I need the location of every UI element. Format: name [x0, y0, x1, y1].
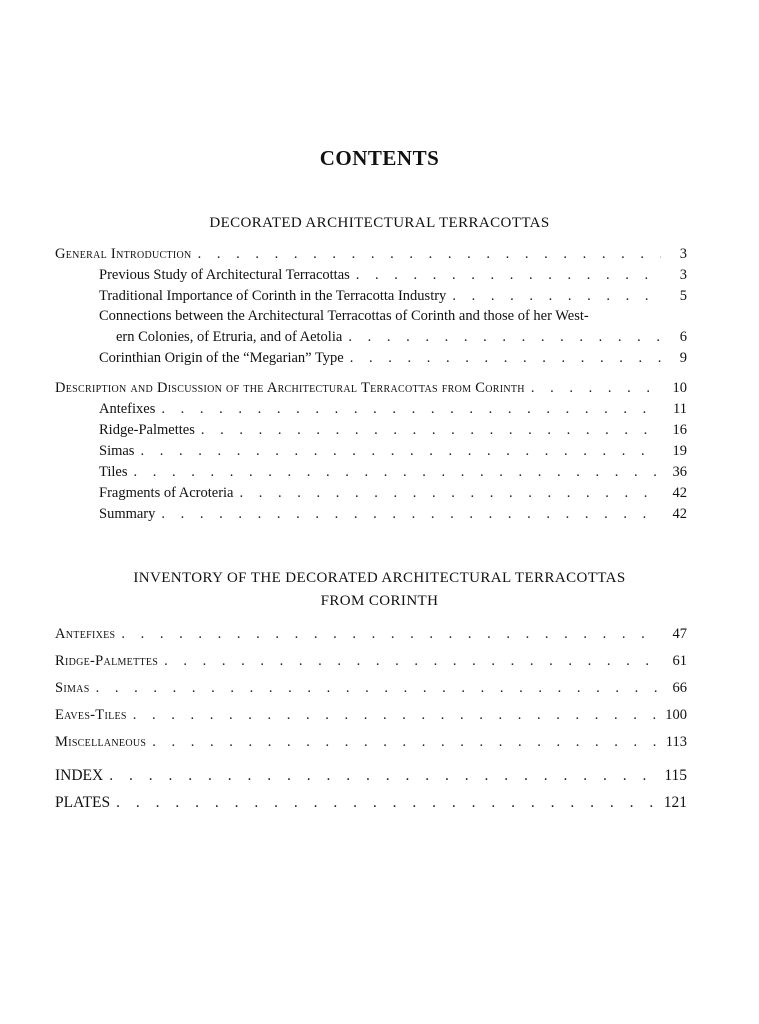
toc-entry-connections-line1[interactable]: Connections between the Architectural Terracottas of Corinth and those of her West- [99, 308, 589, 324]
dot-leader [240, 484, 662, 502]
toc-entry-index[interactable] [55, 767, 687, 785]
toc-label: General Introduction [55, 246, 192, 262]
page-title: CONTENTS [319, 146, 440, 170]
toc-page-number: 66 [672, 680, 687, 696]
dot-leader [133, 706, 659, 724]
toc-label: PLATES [55, 794, 111, 811]
toc-label: Previous Study of Architectural Terracottas [99, 267, 350, 283]
toc-entry-corinthian-origin[interactable] [99, 349, 687, 367]
toc-label: INDEX [55, 767, 104, 784]
toc-label: Simas [99, 443, 135, 459]
dot-leader [116, 794, 658, 812]
toc-page-number: 113 [665, 734, 687, 750]
toc-page-number: 10 [672, 380, 687, 396]
toc-page-number: 11 [673, 401, 687, 417]
toc-page-number: 100 [665, 707, 687, 723]
dot-leader [152, 733, 660, 751]
toc-label: Tiles [99, 464, 128, 480]
toc-entry-traditional-importance[interactable] [99, 287, 687, 305]
toc-entry-tiles[interactable] [99, 463, 687, 481]
toc-label: Ridge-Palmettes [55, 653, 159, 669]
toc-page-number: 19 [672, 443, 687, 459]
toc-entry-fragments-acroteria[interactable] [99, 484, 687, 502]
toc-entry-ridge-palmettes[interactable] [99, 421, 687, 439]
toc-page-number: 3 [679, 267, 687, 283]
dot-leader [356, 266, 661, 284]
dot-leader [164, 652, 661, 670]
toc-page-number: 42 [672, 485, 687, 501]
dot-leader [140, 442, 661, 460]
toc-label: Simas [55, 680, 90, 696]
toc-label: Fragments of Acroteria [99, 485, 234, 501]
toc-page-number: 42 [672, 506, 687, 522]
toc-label: ern Colonies, of Etruria, and of Aetolia [116, 329, 343, 345]
toc-entry-previous-study[interactable] [99, 266, 687, 284]
dot-leader [350, 349, 661, 367]
toc-entry-inv-simas[interactable] [55, 679, 687, 697]
section-heading-decorated: DECORATED ARCHITECTURAL TERRACOTTAS [209, 215, 550, 231]
toc-page-number: 3 [679, 246, 687, 262]
toc-label: Traditional Importance of Corinth in the Terracotta Industry [99, 288, 447, 304]
toc-entry-inv-ridge-palmettes[interactable] [55, 652, 687, 670]
toc-entry-inv-antefixes[interactable] [55, 625, 687, 643]
toc-entry-description-discussion[interactable] [55, 379, 687, 397]
toc-page-number: 6 [679, 329, 687, 345]
dot-leader [109, 767, 658, 785]
dot-leader [198, 245, 661, 263]
toc-entry-connections[interactable] [116, 328, 687, 346]
section-heading-inventory-line1: INVENTORY OF THE DECORATED ARCHITECTURAL TERRACOTTAS [133, 570, 626, 586]
dot-leader [161, 505, 661, 523]
dot-leader [348, 328, 661, 346]
toc-page-number: 16 [672, 422, 687, 438]
toc-label: Corinthian Origin of the “Megarian” Type [99, 350, 344, 366]
toc-label: Miscellaneous [55, 734, 147, 750]
dot-leader [161, 400, 661, 418]
dot-leader [452, 287, 661, 305]
toc-entry-simas[interactable] [99, 442, 687, 460]
dot-leader [121, 625, 661, 643]
toc-label: Description and Discussion of the Architectural Terracottas from Corinth [55, 380, 525, 396]
toc-label: Antefixes [55, 626, 116, 642]
toc-entry-plates[interactable] [55, 794, 687, 812]
dot-leader [531, 379, 661, 397]
toc-page-number: 9 [679, 350, 687, 366]
toc-entry-antefixes[interactable] [99, 400, 687, 418]
toc-entry-inv-eaves-tiles[interactable] [55, 706, 687, 724]
dot-leader [96, 679, 661, 697]
toc-label: Summary [99, 506, 156, 522]
dot-leader [201, 421, 661, 439]
dot-leader [133, 463, 661, 481]
toc-entry-general-introduction[interactable] [55, 245, 687, 263]
toc-label: Eaves-Tiles [55, 707, 127, 723]
toc-page-number: 5 [679, 288, 687, 304]
toc-label: Antefixes [99, 401, 156, 417]
section-heading-inventory-line2: FROM CORINTH [320, 593, 439, 609]
toc-entry-summary[interactable] [99, 505, 687, 523]
toc-page-number: 36 [672, 464, 687, 480]
toc-entry-inv-miscellaneous[interactable] [55, 733, 687, 751]
toc-page-number: 47 [672, 626, 687, 642]
toc-page-number: 61 [672, 653, 687, 669]
toc-page-number: 121 [663, 794, 687, 811]
toc-label: Ridge-Palmettes [99, 422, 195, 438]
toc-page-number: 115 [664, 767, 687, 784]
